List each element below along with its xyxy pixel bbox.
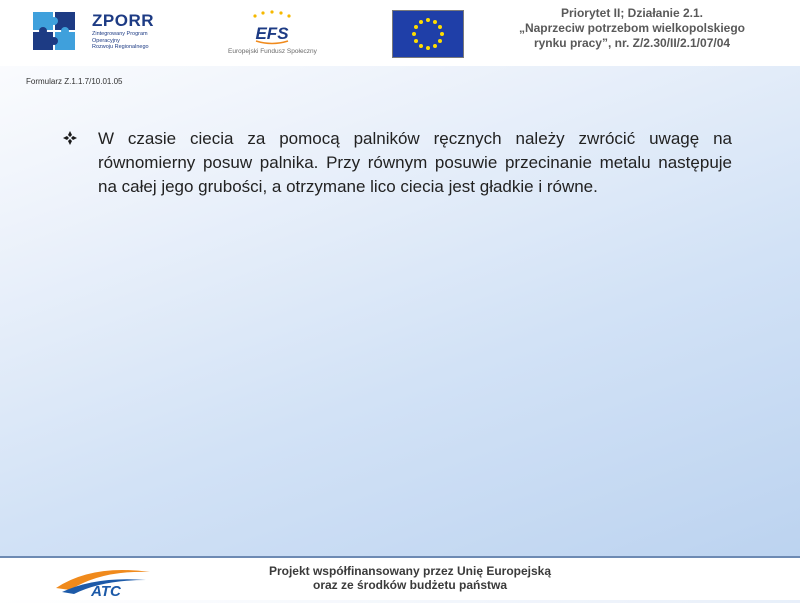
- zporr-subtitle-line: Operacyjny: [92, 37, 120, 44]
- footer-funding-note: [230, 564, 590, 592]
- project-info: [482, 6, 782, 51]
- svg-text:ATC: ATC: [91, 583, 121, 598]
- svg-text:EFS: EFS: [255, 24, 289, 43]
- project-name-line1: „Naprzeciw potrzebom wielkopolskiego: [518, 21, 746, 35]
- bullet-paragraph: W czasie ciecia za pomocą palników ręcznych należy zwrócić uwagę na równomierny posuw palnika. Przy równym posuwie przecinanie metalu następuje na całej jego grubości, a otrzymane lico ciecia jest gładkie i równe.: [98, 129, 732, 196]
- zporr-subtitle-line: Rozwoju Regionalnego: [92, 44, 149, 50]
- zporr-logo: [30, 8, 170, 60]
- footer: [0, 558, 800, 600]
- zporr-title: ZPORR: [92, 11, 154, 30]
- efs-logo: [225, 8, 320, 60]
- zporr-subtitle-line: Zintegrowany Program: [92, 31, 148, 37]
- project-name-line2: rynku pracy”, nr. Z/2.30/II/2.1/07/04: [533, 36, 731, 50]
- footer-line1: Projekt współfinansowany przez Unię Europejską: [268, 564, 552, 578]
- form-number: Formularz Z.1.1.7/10.01.05: [26, 77, 123, 86]
- project-priority: Priorytet II; Działanie 2.1.: [560, 6, 704, 20]
- header: [0, 0, 800, 66]
- eu-flag: [392, 10, 464, 58]
- efs-caption: Europejski Fundusz Społeczny: [228, 48, 317, 55]
- atc-logo-icon: [52, 562, 156, 598]
- efs-stars-logo-icon: [225, 8, 320, 48]
- puzzle-logo-icon: [30, 8, 86, 56]
- atc-logo: [52, 562, 156, 598]
- eu-flag-icon: [393, 11, 463, 57]
- footer-line2: oraz ze środków budżetu państwa: [312, 578, 508, 592]
- slide-content: [62, 127, 732, 199]
- diamond-bullet-icon: [62, 130, 78, 146]
- zporr-subtitle: [92, 31, 162, 51]
